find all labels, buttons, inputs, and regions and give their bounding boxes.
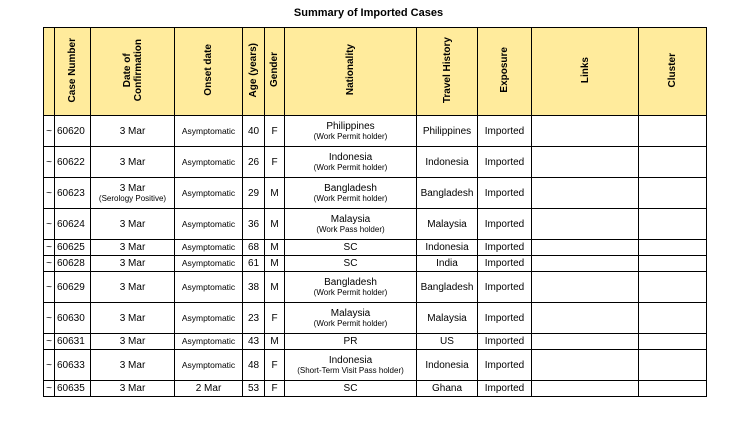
exposure-cell: Imported (478, 350, 532, 381)
onset-cell: Asymptomatic (175, 303, 243, 334)
onset-cell: Asymptomatic (175, 147, 243, 178)
travel-cell: Indonesia (417, 240, 478, 256)
header-travel-history: Travel History (417, 28, 478, 116)
row-mark: ~ (44, 272, 55, 303)
travel-cell: Malaysia (417, 209, 478, 240)
table-row (44, 256, 707, 272)
age-cell: 48 (243, 350, 265, 381)
date-cell: 3 Mar (91, 209, 175, 240)
date-cell: 3 Mar (91, 116, 175, 147)
gender-cell: M (265, 256, 285, 272)
travel-cell: Malaysia (417, 303, 478, 334)
cluster-cell (639, 240, 707, 256)
case-number-cell: 60623 (55, 178, 91, 209)
exposure-cell: Imported (478, 178, 532, 209)
nationality-cell: Malaysia (Work Permit holder) (285, 303, 417, 334)
cluster-cell (639, 334, 707, 350)
exposure-cell: Imported (478, 116, 532, 147)
nationality-cell: Bangladesh (Work Permit holder) (285, 272, 417, 303)
row-mark: ~ (44, 116, 55, 147)
travel-cell: Bangladesh (417, 272, 478, 303)
gender-cell: M (265, 240, 285, 256)
table-row (44, 334, 707, 350)
nationality-cell: PR (285, 334, 417, 350)
table-row (44, 209, 707, 240)
exposure-cell: Imported (478, 381, 532, 397)
cluster-cell (639, 272, 707, 303)
links-cell (532, 350, 639, 381)
travel-cell: India (417, 256, 478, 272)
date-cell: 3 Mar (91, 240, 175, 256)
age-cell: 36 (243, 209, 265, 240)
gender-cell: M (265, 178, 285, 209)
table-row (44, 272, 707, 303)
header-row (44, 28, 707, 116)
exposure-cell: Imported (478, 303, 532, 334)
imported-cases-table (43, 27, 707, 397)
header-nationality: Nationality (285, 28, 417, 116)
header-links: Links (532, 28, 639, 116)
cluster-cell (639, 381, 707, 397)
travel-cell: Indonesia (417, 147, 478, 178)
age-cell: 29 (243, 178, 265, 209)
page-title: Summary of Imported Cases (293, 7, 444, 19)
cluster-cell (639, 147, 707, 178)
age-cell: 38 (243, 272, 265, 303)
links-cell (532, 209, 639, 240)
row-mark: ~ (44, 240, 55, 256)
onset-cell: Asymptomatic (175, 240, 243, 256)
row-mark: ~ (44, 178, 55, 209)
nationality-cell: Malaysia (Work Pass holder) (285, 209, 417, 240)
exposure-cell: Imported (478, 334, 532, 350)
cluster-cell (639, 350, 707, 381)
header-cluster: Cluster (639, 28, 707, 116)
header-onset-date: Onset date (175, 28, 243, 116)
row-mark: ~ (44, 334, 55, 350)
gender-cell: M (265, 334, 285, 350)
gender-cell: M (265, 209, 285, 240)
case-number-cell: 60622 (55, 147, 91, 178)
date-cell: 3 Mar (91, 350, 175, 381)
exposure-cell: Imported (478, 240, 532, 256)
links-cell (532, 116, 639, 147)
date-cell: 3 Mar (91, 303, 175, 334)
exposure-cell: Imported (478, 272, 532, 303)
nationality-cell: Indonesia (Work Permit holder) (285, 147, 417, 178)
links-cell (532, 147, 639, 178)
links-cell (532, 381, 639, 397)
nationality-cell: Indonesia (Short-Term Visit Pass holder) (285, 350, 417, 381)
onset-cell: Asymptomatic (175, 334, 243, 350)
age-cell: 23 (243, 303, 265, 334)
travel-cell: Ghana (417, 381, 478, 397)
header-case-number: Case Number (55, 28, 91, 116)
header-exposure: Exposure (478, 28, 532, 116)
cluster-cell (639, 116, 707, 147)
date-cell: 3 Mar (Serology Positive) (91, 178, 175, 209)
nationality-cell: Bangladesh (Work Permit holder) (285, 178, 417, 209)
date-cell: 3 Mar (91, 334, 175, 350)
age-cell: 43 (243, 334, 265, 350)
exposure-cell: Imported (478, 209, 532, 240)
nationality-cell: SC (285, 381, 417, 397)
gender-cell: F (265, 147, 285, 178)
date-cell: 3 Mar (91, 272, 175, 303)
age-cell: 40 (243, 116, 265, 147)
row-mark: ~ (44, 256, 55, 272)
cluster-cell (639, 209, 707, 240)
cluster-cell (639, 303, 707, 334)
onset-cell: Asymptomatic (175, 272, 243, 303)
gender-cell: M (265, 272, 285, 303)
links-cell (532, 272, 639, 303)
date-cell: 3 Mar (91, 381, 175, 397)
gender-cell: F (265, 381, 285, 397)
nationality-cell: Philippines (Work Permit holder) (285, 116, 417, 147)
row-mark: ~ (44, 350, 55, 381)
gender-cell: F (265, 303, 285, 334)
table-row (44, 178, 707, 209)
header-gender: Gender (265, 28, 285, 116)
cluster-cell (639, 256, 707, 272)
table-row (44, 350, 707, 381)
table-row (44, 303, 707, 334)
travel-cell: Indonesia (417, 350, 478, 381)
age-cell: 26 (243, 147, 265, 178)
onset-cell: Asymptomatic (175, 256, 243, 272)
header-date-of-confirmation: Date of Confirmation (91, 28, 175, 116)
table-row (44, 116, 707, 147)
gender-cell: F (265, 350, 285, 381)
case-number-cell: 60635 (55, 381, 91, 397)
case-number-cell: 60628 (55, 256, 91, 272)
links-cell (532, 256, 639, 272)
case-number-cell: 60631 (55, 334, 91, 350)
row-mark: ~ (44, 147, 55, 178)
case-number-cell: 60624 (55, 209, 91, 240)
onset-cell: Asymptomatic (175, 209, 243, 240)
header-age: Age (years) (243, 28, 265, 116)
age-cell: 61 (243, 256, 265, 272)
links-cell (532, 303, 639, 334)
row-mark: ~ (44, 303, 55, 334)
age-cell: 53 (243, 381, 265, 397)
nationality-cell: SC (285, 256, 417, 272)
table-row (44, 381, 707, 397)
nationality-cell: SC (285, 240, 417, 256)
date-cell: 3 Mar (91, 256, 175, 272)
travel-cell: US (417, 334, 478, 350)
case-number-cell: 60633 (55, 350, 91, 381)
exposure-cell: Imported (478, 256, 532, 272)
gender-cell: F (265, 116, 285, 147)
age-cell: 68 (243, 240, 265, 256)
travel-cell: Philippines (417, 116, 478, 147)
onset-cell: 2 Mar (175, 381, 243, 397)
table-row (44, 240, 707, 256)
case-number-cell: 60629 (55, 272, 91, 303)
links-cell (532, 240, 639, 256)
onset-cell: Asymptomatic (175, 178, 243, 209)
row-mark: ~ (44, 209, 55, 240)
date-cell: 3 Mar (91, 147, 175, 178)
onset-cell: Asymptomatic (175, 116, 243, 147)
case-number-cell: 60625 (55, 240, 91, 256)
header-mark (44, 28, 55, 116)
row-mark: ~ (44, 381, 55, 397)
case-number-cell: 60630 (55, 303, 91, 334)
table-row (44, 147, 707, 178)
onset-cell: Asymptomatic (175, 350, 243, 381)
travel-cell: Bangladesh (417, 178, 478, 209)
case-number-cell: 60620 (55, 116, 91, 147)
links-cell (532, 178, 639, 209)
cluster-cell (639, 178, 707, 209)
exposure-cell: Imported (478, 147, 532, 178)
links-cell (532, 334, 639, 350)
